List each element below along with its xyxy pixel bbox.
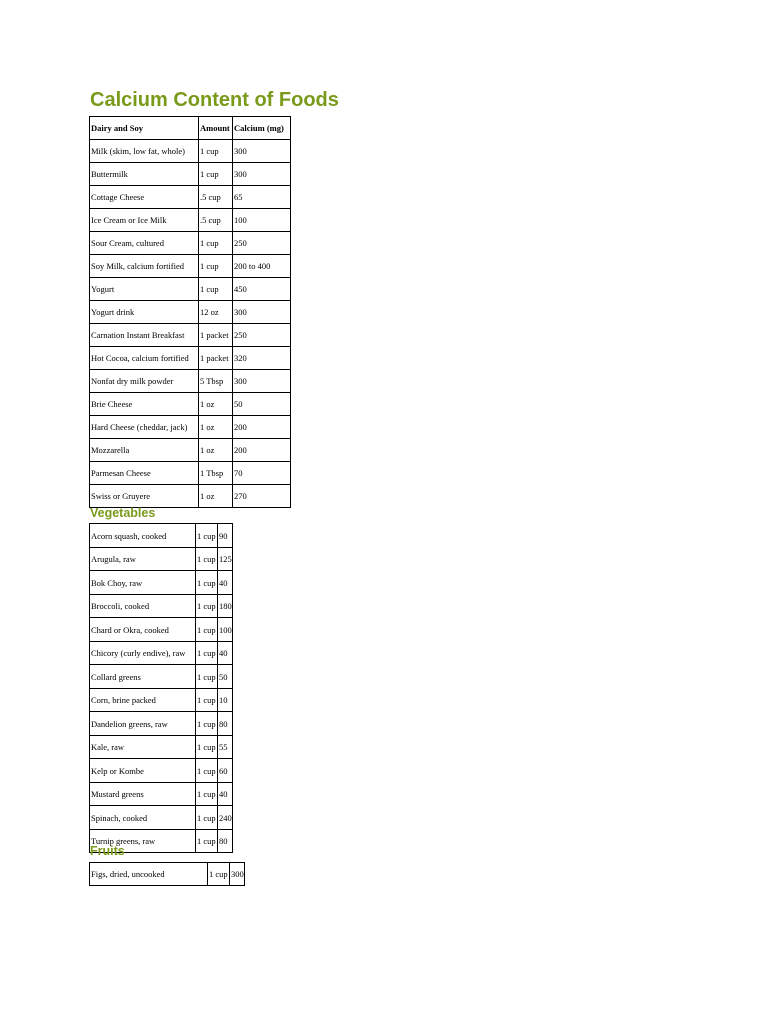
calcium-cell: 125 [218, 548, 233, 571]
calcium-cell: 55 [218, 736, 233, 759]
amount-cell: .5 cup [199, 186, 233, 209]
food-cell: Chard or Okra, cooked [90, 618, 196, 642]
calcium-cell: 300 [230, 863, 245, 886]
column-header-food: Dairy and Soy [90, 117, 199, 140]
vegetables-heading: Vegetables [90, 506, 156, 520]
calcium-cell: 40 [218, 571, 233, 595]
table-row [90, 439, 291, 462]
amount-cell: 1 cup [199, 140, 233, 163]
calcium-cell: 80 [218, 712, 233, 736]
food-cell: Bok Choy, raw [90, 571, 196, 595]
food-cell: Swiss or Gruyere [90, 485, 199, 508]
amount-cell: 1 oz [199, 393, 233, 416]
food-cell: Soy Milk, calcium fortified [90, 255, 199, 278]
amount-cell: 1 cup [196, 806, 218, 830]
column-header-amount: Amount [199, 117, 233, 140]
amount-cell: .5 cup [199, 209, 233, 232]
table-row [90, 485, 291, 508]
table-row [90, 736, 233, 759]
column-header-calcium: Calcium (mg) [233, 117, 291, 140]
amount-cell: 1 cup [196, 548, 218, 571]
food-cell: Spinach, cooked [90, 806, 196, 830]
calcium-cell: 180 [218, 595, 233, 618]
table-row [90, 524, 233, 548]
amount-cell: 1 cup [196, 642, 218, 665]
food-cell: Brie Cheese [90, 393, 199, 416]
calcium-cell: 10 [218, 689, 233, 712]
page-title: Calcium Content of Foods [90, 89, 339, 111]
amount-cell: 1 cup [196, 571, 218, 595]
food-cell: Kelp or Kombe [90, 759, 196, 783]
food-cell: Mozzarella [90, 439, 199, 462]
amount-cell: 1 Tbsp [199, 462, 233, 485]
food-cell: Parmesan Cheese [90, 462, 199, 485]
table-row [90, 759, 233, 783]
table-row [90, 548, 233, 571]
food-cell: Hard Cheese (cheddar, jack) [90, 416, 199, 439]
calcium-cell: 450 [233, 278, 291, 301]
food-cell: Collard greens [90, 665, 196, 689]
table-row [90, 163, 291, 186]
food-cell: Carnation Instant Breakfast [90, 324, 199, 347]
table-row [90, 393, 291, 416]
amount-cell: 1 cup [199, 255, 233, 278]
amount-cell: 12 oz [199, 301, 233, 324]
food-cell: Chicory (curly endive), raw [90, 642, 196, 665]
calcium-cell: 65 [233, 186, 291, 209]
table-row [90, 595, 233, 618]
amount-cell: 1 cup [196, 759, 218, 783]
food-cell: Broccoli, cooked [90, 595, 196, 618]
food-cell: Turnip greens, raw [90, 830, 196, 853]
table-row [90, 783, 233, 806]
calcium-cell: 50 [233, 393, 291, 416]
table-row [90, 186, 291, 209]
amount-cell: 1 oz [199, 416, 233, 439]
table-row [90, 863, 245, 886]
table-row [90, 571, 233, 595]
calcium-cell: 320 [233, 347, 291, 370]
food-cell: Figs, dried, uncooked [90, 863, 208, 886]
table-row [90, 255, 291, 278]
calcium-cell: 250 [233, 324, 291, 347]
table-row [90, 232, 291, 255]
table-row [90, 278, 291, 301]
table-row [90, 416, 291, 439]
food-cell: Corn, brine packed [90, 689, 196, 712]
table-row [90, 618, 233, 642]
amount-cell: 1 cup [196, 783, 218, 806]
calcium-cell: 60 [218, 759, 233, 783]
food-cell: Milk (skim, low fat, whole) [90, 140, 199, 163]
calcium-cell: 250 [233, 232, 291, 255]
amount-cell: 1 cup [196, 736, 218, 759]
calcium-cell: 200 to 400 [233, 255, 291, 278]
calcium-cell: 50 [218, 665, 233, 689]
calcium-cell: 70 [233, 462, 291, 485]
table-row [90, 462, 291, 485]
calcium-cell: 100 [218, 618, 233, 642]
amount-cell: 1 cup [199, 278, 233, 301]
food-cell: Kale, raw [90, 736, 196, 759]
calcium-cell: 300 [233, 301, 291, 324]
food-cell: Hot Cocoa, calcium fortified [90, 347, 199, 370]
calcium-cell: 270 [233, 485, 291, 508]
calcium-cell: 200 [233, 416, 291, 439]
food-cell: Buttermilk [90, 163, 199, 186]
table-row [90, 209, 291, 232]
food-cell: Cottage Cheese [90, 186, 199, 209]
amount-cell: 1 cup [196, 830, 218, 853]
amount-cell: 5 Tbsp [199, 370, 233, 393]
table-row [90, 642, 233, 665]
calcium-cell: 300 [233, 370, 291, 393]
table-row [90, 712, 233, 736]
table-row [90, 689, 233, 712]
table-row [90, 347, 291, 370]
food-cell: Acorn squash, cooked [90, 524, 196, 548]
amount-cell: 1 cup [196, 712, 218, 736]
table-row [90, 370, 291, 393]
amount-cell: 1 packet [199, 347, 233, 370]
food-cell: Yogurt [90, 278, 199, 301]
calcium-cell: 300 [233, 140, 291, 163]
fruits-table [89, 862, 245, 886]
food-cell: Dandelion greens, raw [90, 712, 196, 736]
calcium-cell: 300 [233, 163, 291, 186]
food-cell: Arugula, raw [90, 548, 196, 571]
calcium-cell: 240 [218, 806, 233, 830]
amount-cell: 1 cup [196, 689, 218, 712]
amount-cell: 1 cup [199, 232, 233, 255]
amount-cell: 1 cup [196, 524, 218, 548]
table-row [90, 140, 291, 163]
calcium-cell: 200 [233, 439, 291, 462]
fruits-heading: Fruits [90, 844, 125, 858]
table-header-row [90, 117, 291, 140]
amount-cell: 1 cup [196, 618, 218, 642]
amount-cell: 1 oz [199, 439, 233, 462]
vegetables-table [89, 523, 233, 853]
calcium-cell: 80 [218, 830, 233, 853]
food-cell: Mustard greens [90, 783, 196, 806]
table-row [90, 806, 233, 830]
food-cell: Ice Cream or Ice Milk [90, 209, 199, 232]
calcium-cell: 100 [233, 209, 291, 232]
amount-cell: 1 oz [199, 485, 233, 508]
food-cell: Nonfat dry milk powder [90, 370, 199, 393]
calcium-cell: 40 [218, 642, 233, 665]
table-row [90, 665, 233, 689]
food-cell: Sour Cream, cultured [90, 232, 199, 255]
table-row [90, 324, 291, 347]
amount-cell: 1 packet [199, 324, 233, 347]
calcium-cell: 90 [218, 524, 233, 548]
amount-cell: 1 cup [199, 163, 233, 186]
amount-cell: 1 cup [196, 665, 218, 689]
calcium-cell: 40 [218, 783, 233, 806]
food-cell: Yogurt drink [90, 301, 199, 324]
table-row [90, 301, 291, 324]
amount-cell: 1 cup [208, 863, 230, 886]
dairy-soy-table [89, 116, 291, 508]
amount-cell: 1 cup [196, 595, 218, 618]
